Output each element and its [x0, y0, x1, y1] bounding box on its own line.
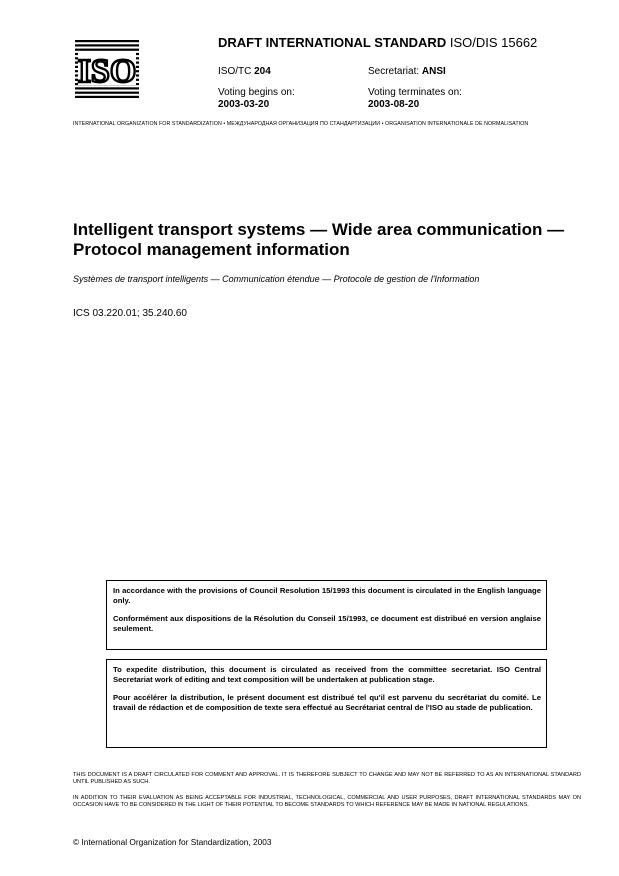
distribution-notice-fr: Pour accélérer la distribution, le présent document est distribué tel qu'il est parvenu du secrétariat du comité. Le travail de rédaction et de composition de texte sera effectué au Secrétariat central de l'ISO au stade de publication. — [113, 692, 541, 712]
title-line-2: Protocol management information — [73, 240, 350, 259]
voting-begins — [218, 87, 295, 111]
french-title: Systèmes de transport intelligents — Communication étendue — Protocole de gestion de l'Information — [73, 274, 480, 284]
document-type-heading — [218, 35, 537, 50]
copyright-notice: © International Organization for Standardization, 2003 — [73, 837, 272, 847]
document-title — [73, 220, 573, 260]
iso-logo — [75, 40, 139, 98]
technical-committee: ISO/TC 204 — [218, 66, 271, 77]
voting-terminates — [368, 87, 462, 111]
language-notice-fr: Conformément aux dispositions de la Résolution du Conseil 15/1993, ce document est distribué en version anglaise seulement. — [113, 613, 541, 633]
ics-codes: ICS 03.220.01; 35.240.60 — [73, 308, 187, 319]
voting-begins-date: 2003-03-20 — [218, 99, 270, 110]
secretariat: Secretariat: ANSI — [368, 66, 446, 77]
voting-begins-label: Voting begins on: — [218, 87, 295, 98]
draft-standard-label: DRAFT INTERNATIONAL STANDARD — [218, 35, 447, 50]
distribution-notice-box — [106, 659, 547, 748]
document-number: ISO/DIS 15662 — [449, 35, 538, 50]
voting-ends-label: Voting terminates on: — [368, 87, 462, 98]
evaluation-disclaimer: IN ADDITION TO THEIR EVALUATION AS BEING ACCEPTABLE FOR INDUSTRIAL, TECHNOLOGICAL, COMMERCIAL AND USER PURPOSES, DRAFT INTERNATIONAL STANDARDS MAY ON OCCASION HAVE TO BE CONSIDERED IN THE LIGHT OF THEIR POTENTIAL TO BECOME STANDARDS TO WHICH REFERENCE MAY BE MADE IN NATIONAL REGULATIONS. — [73, 795, 581, 808]
language-notice-en: In accordance with the provisions of Council Resolution 15/1993 this document is circulated in the English language only. — [113, 586, 541, 606]
svg-text:ISO: ISO — [77, 53, 137, 90]
organization-line: INTERNATIONAL ORGANIZATION FOR STANDARDIZATION • МЕЖДУНАРОДНАЯ ОРГАНИЗАЦИЯ ПО СТАНДАРТИЗАЦИИ • ORGANISATION INTERNATIONALE DE NORMALISATION — [73, 121, 529, 127]
distribution-notice-en: To expedite distribution, this document is circulated as received from the committee secretariat. ISO Central Secretariat work of editing and text composition will be undertaken at publication stage. — [113, 665, 541, 685]
language-notice-box — [106, 580, 547, 650]
draft-disclaimer: THIS DOCUMENT IS A DRAFT CIRCULATED FOR COMMENT AND APPROVAL. IT IS THEREFORE SUBJECT TO CHANGE AND MAY NOT BE REFERRED TO AS AN INTERNATIONAL STANDARD UNTIL PUBLISHED AS SUCH. — [73, 772, 581, 785]
voting-ends-date: 2003-08-20 — [368, 99, 420, 110]
title-line-1: Intelligent transport systems — Wide area communication — — [73, 220, 565, 239]
